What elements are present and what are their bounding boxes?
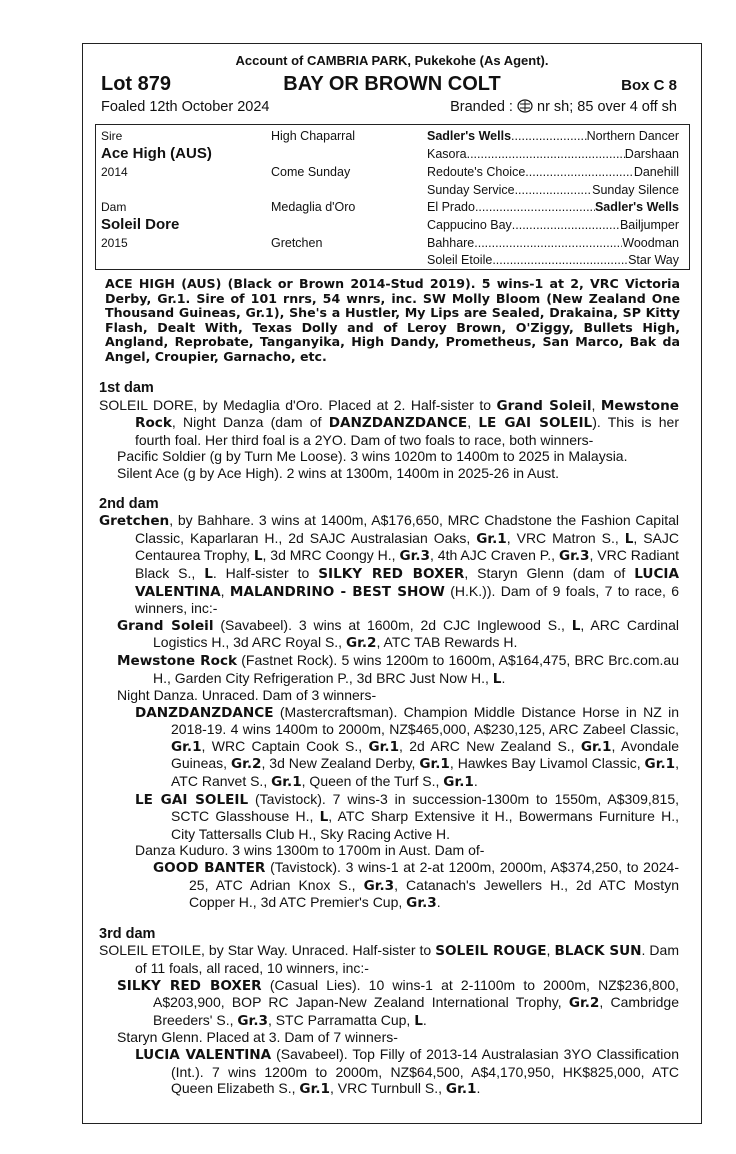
lot-number: Lot 879 [101, 73, 172, 95]
ancestor-name: Bahhare [427, 236, 475, 250]
ancestor-sire: Sadler's Wells [594, 200, 679, 214]
sire-year: 2014 [101, 165, 128, 179]
ancestor-row [427, 253, 679, 267]
grandsire-maternal: Medaglia d'Oro [271, 200, 356, 214]
horse-description: BAY OR BROWN COLT [283, 73, 501, 95]
grandsire-paternal: High Chaparral [271, 129, 356, 143]
dam-label: Dam [101, 200, 127, 214]
brand-info [450, 99, 677, 115]
ancestor-sire: Sunday Silence [592, 183, 679, 197]
ancestor-sire: Darshaan [624, 147, 679, 161]
pedigree-table [95, 124, 690, 270]
third-dam-paragraph: SOLEIL ETOILE, by Star Way. Unraced. Half-sister to SOLEIL ROUGE, BLACK SUN. Dam of 11 foals, all raced, 10 winners, inc:- [99, 942, 679, 976]
first-dam-foal: Pacific Soldier (g by Turn Me Loose). 3 wins 1020m to 1400m to 2025 in Malaysia. [117, 448, 628, 465]
good-banter-entry: GOOD BANTER (Tavistock). 3 wins-1 at 2-at 1200m, 2000m, A$374,250, to 2024-25, ATC Adrian Knox S., Gr.3, Catanach's Jewellers H., 2d ATC Mostyn Copper H., 3d ATC Premier's Cup, Gr.3. [153, 859, 679, 912]
ancestor-name: Cappucino Bay [427, 218, 512, 232]
ancestor-sire: Woodman [622, 236, 679, 250]
ancestor-row [427, 218, 679, 232]
second-dam-paragraph: Gretchen, by Bahhare. 3 wins at 1400m, A$176,650, MRC Chadstone the Fashion Capital Classic, Kaparlaran H., 2d SAJC Australasian Oaks, Gr.1, VRC Matron S., L, SAJC Centaurea Trophy, L, 3d MRC Coongy H., Gr.3, 4th AJC Craven P., Gr.3, VRC Radiant Black S., L. Half-sister to SILKY RED BOXER, Staryn Glenn (dam of LUCIA VALENTINA, MALANDRINO - BEST SHOW (H.K.)). Dam of 9 foals, 7 to race, 6 winners, inc:- [99, 512, 680, 617]
ancestor-sire: Bailjumper [619, 218, 679, 232]
dam-name: Soleil Dore [101, 216, 180, 233]
brand-mark-icon [517, 99, 533, 113]
granddam-maternal: Gretchen [271, 236, 323, 250]
ancestor-row [427, 129, 679, 143]
dam-year: 2015 [101, 236, 128, 250]
catalogue-page [82, 43, 702, 1124]
ancestor-name: Soleil Etoile [427, 253, 493, 267]
ancestor-name: Redoute's Choice [427, 165, 526, 179]
first-dam-foal: Silent Ace (g by Ace High). 2 wins at 1300m, 1400m in 2025-26 in Aust. [117, 464, 560, 481]
ancestor-row [427, 165, 679, 179]
first-dam-heading: 1st dam [99, 380, 154, 396]
sire-label: Sire [101, 129, 123, 143]
ancestor-row [427, 183, 679, 197]
mewstone-rock-entry: Mewstone Rock (Fastnet Rock). 5 wins 1200m to 1600m, A$164,475, BRC Brc.com.au H., Garden City Refrigeration P., 3d BRC Just Now H., L. [117, 651, 679, 687]
third-dam-heading: 3rd dam [99, 925, 156, 942]
danzdanzdance-entry: DANZDANZDANCE (Mastercraftsman). Champion Middle Distance Horse in NZ in 2018-19. 4 wins 1400m to 2000m, NZ$465,000, A$230,125, ARC Zabeel Classic, Gr.1, WRC Captain Cook S., Gr.1, 2d ARC New Zealand S., Gr.1, Avondale Guineas, Gr.2, 3d New Zealand Derby, Gr.1, Hawkes Bay Livamol Classic, Gr.1, ATC Ranvet S., Gr.1, Queen of the Turf S., Gr.1. [135, 703, 679, 791]
night-danza-entry: Night Danza. Unraced. Dam of 3 winners- [117, 687, 377, 704]
staryn-glenn-entry: Staryn Glenn. Placed at 3. Dam of 7 winners- [117, 1029, 398, 1046]
sire-name: Ace High (AUS) [101, 145, 212, 162]
first-dam-paragraph: SOLEIL DORE, by Medaglia d'Oro. Placed at 2. Half-sister to Grand Soleil, Mewstone Rock, Night Danza (dam of DANZDANZDANCE, LE GAI SOLEIL). This is her fourth foal. Her third foal is a 2YO. Dam of two foals to race, both winners- [99, 396, 679, 448]
ancestor-name: El Prado [427, 200, 475, 214]
ancestor-sire: Northern Dancer [586, 129, 679, 143]
ancestor-sire: Star Way [628, 253, 679, 267]
foaled-date: Foaled 12th October 2024 [101, 99, 270, 115]
pedigree-notes [99, 380, 679, 1098]
vendor-account: Account of CAMBRIA PARK, Pukekohe (As Agent). [235, 53, 549, 68]
ancestor-name: Kasora [427, 147, 467, 161]
branded-prefix: Branded : [450, 99, 513, 115]
second-dam-heading: 2nd dam [99, 495, 159, 512]
box-number: Box C 8 [621, 77, 677, 94]
le-gai-soleil-entry: LE GAI SOLEIL (Tavistock). 7 wins-3 in succession-1300m to 1550m, A$309,815, SCTC Glasshouse H., L, ATC Sharp Extensive it H., Bowermans Furniture H., City Tattersalls Club H., Sky Racing Active H. [135, 790, 679, 842]
ancestor-row [427, 147, 679, 161]
ancestor-name: Sunday Service [427, 183, 515, 197]
sire-summary: ACE HIGH (AUS) (Black or Brown 2014-Stud 2019). 5 wins-1 at 2, VRC Victoria Derby, Gr.1. Sire of 101 rnrs, 54 wnrs, inc. SW Molly Bloom (New Zealand One Thousand Guineas, Gr.1), She's a Hustler, My Lips are Sealed, Drakaina, SP Kitty Flash, Dealt With, Texas Dolly and of Leroy Brown, O'Ziggy, Bullets High, Angland, Reprobate, Tanganyika, High Dandy, Prometheus, San Marco, Bak da Angel, Croupier, Garnacho, etc. [105, 276, 680, 364]
branded-suffix: nr sh; 85 over 4 off sh [537, 99, 677, 115]
lucia-valentina-entry: LUCIA VALENTINA (Savabeel). Top Filly of 2013-14 Australasian 3YO Classification (Int.). 7 wins 1200m to 2000m, NZ$64,500, A$4,170,950, HK$825,000, ATC Queen Elizabeth S., Gr.1, VRC Turnbull S., Gr.1. [135, 1045, 679, 1098]
ancestor-sire: Danehill [633, 165, 679, 179]
danza-kuduro-entry: Danza Kuduro. 3 wins 1300m to 1700m in Aust. Dam of- [135, 842, 485, 859]
grand-soleil-entry: Grand Soleil (Savabeel). 3 wins at 1600m, 2d CJC Inglewood S., L, ARC Cardinal Logistics H., 3d ARC Royal S., Gr.2, ATC TAB Rewards H. [117, 616, 679, 652]
ancestor-row [427, 236, 679, 250]
ancestor-row [427, 200, 679, 214]
ancestor-name: Sadler's Wells [427, 129, 512, 143]
granddam-paternal: Come Sunday [271, 165, 351, 179]
silky-red-boxer-entry: SILKY RED BOXER (Casual Lies). 10 wins-1 at 2-1100m to 2000m, NZ$236,800, A$203,900, BOP RC Japan-New Zealand International Trophy, Gr.2, Cambridge Breeders' S., Gr.3, STC Parramatta Cup, L. [117, 976, 680, 1029]
